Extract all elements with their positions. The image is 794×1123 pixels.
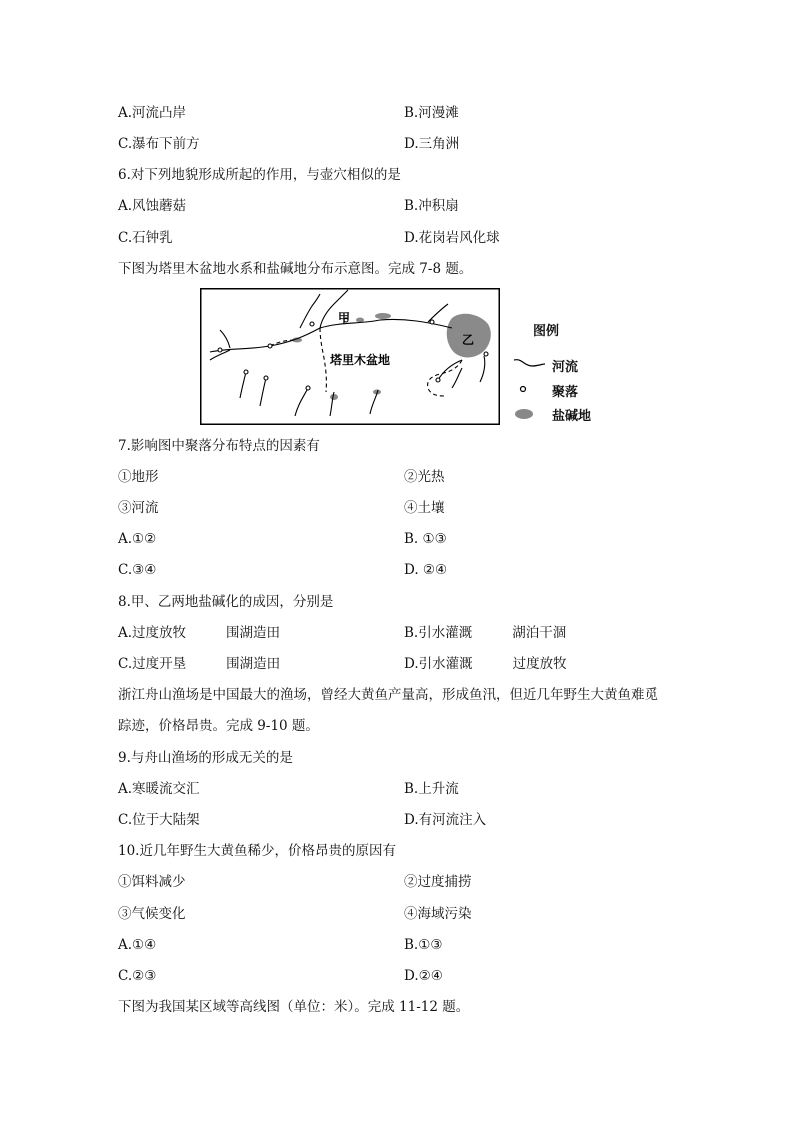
river-line-icon [512,356,546,374]
q7-stem: 7.影响图中聚落分布特点的因素有 [118,438,320,454]
q7-item-1: ①地形 [118,469,159,485]
q6-option-c: C.石钟乳 [118,230,173,246]
q6-option-a: A.风蚀蘑菇 [118,198,187,214]
legend-title: 图例 [533,324,560,339]
q8-option-c-part1: C.过度开垦 [118,656,187,672]
q10-option-b: B.①③ [404,937,443,953]
q5-option-d: D.三角洲 [404,136,460,152]
q9-option-b: B.上升流 [404,781,459,797]
intro-7-8: 下图为塔里木盆地水系和盐碱地分布示意图。完成 7-8 题。 [118,261,473,277]
q8-option-a [118,624,280,642]
q8-option-a-part1: A.过度放牧 [118,625,187,641]
q9-option-d: D.有河流注入 [404,812,487,828]
q8-option-a-part2: 围湖造田 [226,625,281,641]
q7-item-2: ②光热 [404,469,445,485]
q10-item-2: ②过度捕捞 [404,874,472,890]
legend-item-river [512,356,579,375]
q6-stem: 6.对下列地貌形成所起的作用，与壶穴相似的是 [118,167,401,183]
q10-item-1: ①饵料减少 [118,874,186,890]
q7-option-a: A.①② [118,531,157,547]
legend-label-settlement: 聚落 [552,385,579,400]
q8-option-d-part2: 过度放牧 [512,656,567,672]
q7-item-3: ③河流 [118,500,159,516]
q10-item-3: ③气候变化 [118,906,186,922]
intro-9-10-line2: 踪迹，价格昂贵。完成 9-10 题。 [118,718,319,734]
point-jia-label: 甲 [338,311,351,325]
q9-option-a: A.寒暖流交汇 [118,781,200,797]
q6-option-d: D.花岗岩风化球 [404,230,500,246]
legend-label-saline: 盐碱地 [552,409,592,424]
q7-item-4: ④土壤 [404,500,445,516]
q7-option-b: B. ①③ [404,531,447,547]
q7-option-d: D. ②④ [404,562,448,578]
q8-option-d [404,655,567,673]
q10-option-c: C.②③ [118,968,157,984]
q7-option-c: C.③④ [118,562,157,578]
intro-11-12: 下图为我国某区域等高线图（单位：米）。完成 11-12 题。 [118,999,470,1015]
q5-option-b: B.河漫滩 [404,105,459,121]
saline-land-patch-icon [512,405,546,423]
q5-option-a: A.河流凸岸 [118,105,187,121]
q8-option-b-part1: B.引水灌溉 [404,625,473,641]
q9-stem: 9.与舟山渔场的形成无关的是 [118,750,293,766]
intro-9-10-line1: 浙江舟山渔场是中国最大的渔场，曾经大黄鱼产量高，形成鱼汛，但近几年野生大黄鱼难觅 [118,687,658,703]
q10-option-a: A.①④ [118,937,157,953]
q10-stem: 10.近几年野生大黄鱼稀少，价格昂贵的原因有 [118,843,396,859]
settlement-dot-icon [512,381,546,399]
point-yi-label: 乙 [462,333,475,347]
q10-item-4: ④海域污染 [404,906,472,922]
q10-option-d: D.②④ [404,968,443,984]
q6-option-b: B.冲积扇 [404,198,459,214]
q8-option-b-part2: 湖泊干涸 [512,625,567,641]
q8-option-d-part1: D.引水灌溉 [404,656,473,672]
basin-label: 塔里木盆地 [330,353,391,367]
legend-label-river: 河流 [552,360,579,375]
q5-option-c: C.瀑布下前方 [118,136,200,152]
q8-option-c [118,655,280,673]
q8-option-c-part2: 围湖造田 [226,656,281,672]
q8-stem: 8.甲、乙两地盐碱化的成因，分别是 [118,594,334,610]
tarim-basin-map [200,288,500,425]
legend-item-saline [512,405,592,424]
q9-option-c: C.位于大陆架 [118,812,200,828]
q8-option-b [404,624,566,642]
legend-item-settlement [512,381,579,400]
